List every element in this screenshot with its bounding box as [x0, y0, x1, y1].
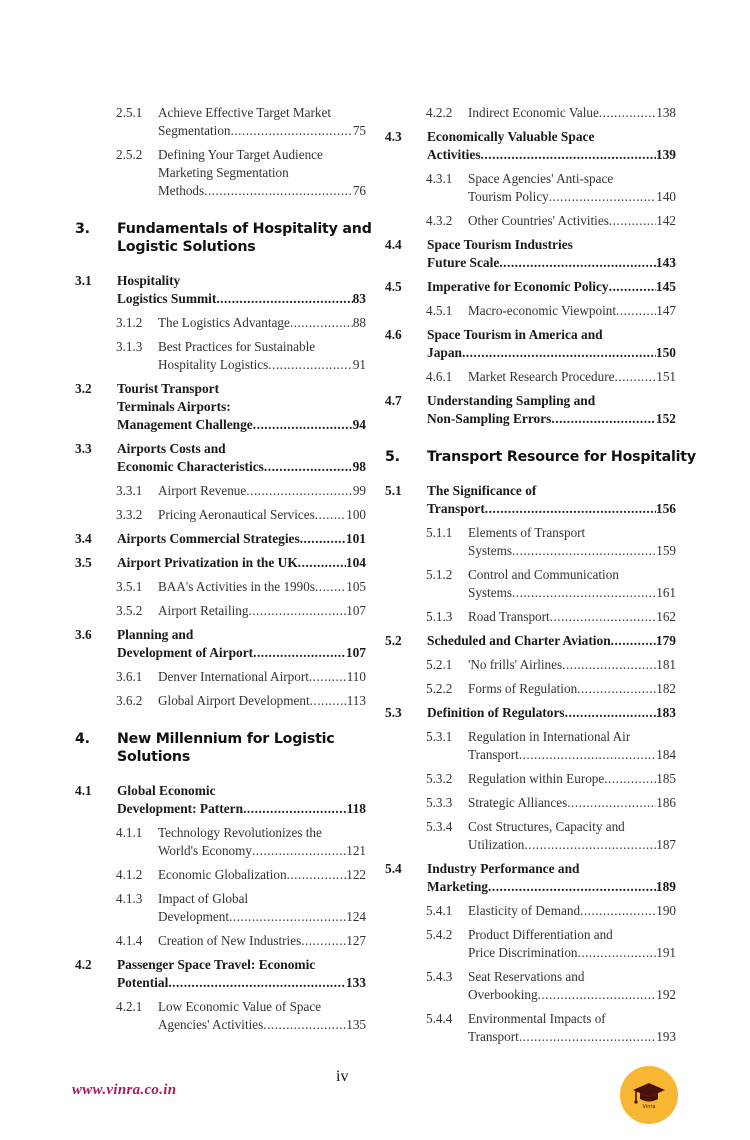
entry-title: Marketing Segmentation: [158, 165, 289, 180]
entry-title: Methods: [158, 183, 205, 198]
entry-number: 4.1: [75, 783, 92, 798]
toc-entry-5-4[interactable]: [385, 860, 676, 896]
toc-entry-2-5-1[interactable]: [75, 104, 366, 140]
dot-leader: [609, 278, 656, 296]
dot-leader: [298, 554, 346, 572]
page-ref: 135: [346, 1017, 366, 1032]
dot-leader: [290, 314, 353, 332]
page-ref: 145: [655, 279, 676, 294]
page-ref: 140: [656, 189, 676, 204]
entry-title: Economic Characteristics: [117, 459, 264, 474]
entry-number: 5.1: [385, 483, 402, 498]
entry-number: 5.3: [385, 705, 402, 720]
page-ref: 187: [656, 837, 676, 852]
entry-title: Market Research Procedure: [468, 369, 615, 384]
page-ref: 192: [656, 987, 676, 1002]
toc-entry-5-3-4[interactable]: [385, 818, 676, 854]
entry-title: Airports Costs and: [117, 441, 226, 456]
chapter-title: Logistic Solutions: [117, 239, 256, 255]
entry-number: 5.4.2: [426, 927, 453, 942]
page-ref: 159: [656, 543, 676, 558]
toc-entry-4-1-3[interactable]: [75, 890, 366, 926]
page-ref: 107: [345, 645, 366, 660]
dot-leader: [614, 368, 656, 386]
page-ref: 75: [352, 123, 366, 138]
entry-title: Creation of New Industries: [158, 933, 302, 948]
entry-number: 5.1.2: [426, 567, 453, 582]
entry-number: 5.4.3: [426, 969, 453, 984]
entry-title: Road Transport: [468, 609, 550, 624]
entry-title: Marketing: [427, 879, 488, 894]
entry-number: 4.1.4: [116, 933, 143, 948]
page-ref: 185: [656, 771, 676, 786]
page-ref: 118: [346, 801, 366, 816]
dot-leader: [264, 458, 353, 476]
page-ref: 183: [655, 705, 676, 720]
chapter-title: New Millennium for Logistic: [117, 731, 335, 747]
page-ref: 124: [346, 909, 366, 924]
entry-title: Potential: [117, 975, 169, 990]
entry-title: Space Agencies' Anti-space: [468, 171, 614, 186]
page-ref: 147: [656, 303, 676, 318]
entry-title: The Significance of: [427, 483, 537, 498]
entry-number: 3.1: [75, 273, 92, 288]
entry-title: Development: Pattern: [117, 801, 244, 816]
chapter-number: 5.: [385, 449, 400, 465]
entry-title: Seat Reservations and: [468, 969, 585, 984]
page-ref: 139: [655, 147, 676, 162]
page-ref: 179: [655, 633, 676, 648]
entry-title: Airport Privatization in the UK: [117, 555, 298, 570]
page-ref: 189: [655, 879, 676, 894]
entry-number: 5.3.2: [426, 771, 453, 786]
entry-title: Elasticity of Demand: [468, 903, 581, 918]
dot-leader: [315, 578, 346, 596]
entry-title: Regulation in International Air: [468, 729, 631, 744]
dot-leader: [609, 212, 656, 230]
chapter-number: 4.: [75, 731, 90, 747]
entry-title: Macro-economic Viewpoint: [468, 303, 617, 318]
toc-entry-5-4-4[interactable]: [385, 1010, 676, 1046]
page-ref: 133: [345, 975, 366, 990]
dot-leader: [253, 644, 346, 662]
dot-leader: [604, 770, 656, 788]
entry-number: 3.3.1: [116, 483, 143, 498]
dot-leader: [248, 602, 346, 620]
entry-number: 5.2: [385, 633, 402, 648]
toc-left-column: [75, 104, 372, 1034]
toc-entry-5-4-3[interactable]: [385, 968, 676, 1004]
entry-number: 3.6.2: [116, 693, 143, 708]
entry-title: Japan: [427, 345, 462, 360]
page-ref: 99: [352, 483, 366, 498]
toc-entry-4-2-2[interactable]: [385, 104, 676, 122]
toc-entry-4-4[interactable]: [385, 236, 676, 272]
dot-leader: [549, 188, 656, 206]
entry-number: 4.5: [385, 279, 402, 294]
entry-title: Agencies' Activities: [158, 1017, 264, 1032]
toc-entry-4-1-1[interactable]: [75, 824, 366, 860]
toc-entry-4-3-1[interactable]: [385, 170, 676, 206]
page-ref: 152: [655, 411, 676, 426]
website-link[interactable]: www.vinra.co.in: [72, 1082, 177, 1098]
dot-leader: [499, 254, 656, 272]
dot-leader: [243, 800, 347, 818]
entry-title: Airport Revenue: [158, 483, 247, 498]
toc-entry-3-6-1[interactable]: [75, 668, 366, 686]
toc-entry-4-5-1[interactable]: [385, 302, 676, 320]
toc-entry-3-3-1[interactable]: [75, 482, 366, 500]
toc-entry-5-2-1[interactable]: [385, 656, 676, 674]
page-ref: 190: [656, 903, 676, 918]
chapter-title: Solutions: [117, 749, 191, 765]
dot-leader: [580, 902, 656, 920]
page-ref: 193: [656, 1029, 676, 1044]
page-ref: 104: [345, 555, 366, 570]
toc-entry-4-6[interactable]: [385, 326, 676, 362]
toc-entry-4-2[interactable]: [75, 956, 366, 992]
page-ref: 105: [346, 579, 366, 594]
page-ref: 113: [346, 693, 366, 708]
dot-leader: [481, 146, 656, 164]
entry-title: Airport Retailing: [158, 603, 249, 618]
entry-title: Environmental Impacts of: [468, 1011, 606, 1026]
entry-title: World's Economy: [158, 843, 252, 858]
entry-title: Other Countries' Activities: [468, 213, 609, 228]
entry-title: Global Economic: [117, 783, 216, 798]
entry-title: Industry Performance and: [427, 861, 580, 876]
entry-number: 5.3.3: [426, 795, 453, 810]
dot-leader: [268, 356, 353, 374]
dot-leader: [216, 290, 352, 308]
entry-number: 5.4: [385, 861, 402, 876]
entry-number: 3.6: [75, 627, 92, 642]
dot-leader: [462, 344, 656, 362]
entry-title: Logistics Summit: [117, 291, 217, 306]
entry-title: Transport: [468, 747, 519, 762]
toc-entry-3-5-2[interactable]: [75, 602, 366, 620]
dot-leader: [488, 878, 656, 896]
publisher-logo: [620, 1066, 678, 1124]
dot-leader: [565, 704, 656, 722]
dot-leader: [512, 542, 656, 560]
dot-leader: [301, 932, 346, 950]
page-ref: 162: [656, 609, 676, 624]
entry-number: 2.5.1: [116, 105, 143, 120]
entry-title: Development: [158, 909, 230, 924]
entry-number: 5.3.1: [426, 729, 453, 744]
toc-entry-5-3[interactable]: [385, 704, 676, 722]
entry-number: 3.3: [75, 441, 92, 456]
entry-title: 'No frills' Airlines: [468, 657, 563, 672]
entry-title: Definition of Regulators: [427, 705, 565, 720]
entry-title: Understanding Sampling and: [427, 393, 596, 408]
dot-leader: [512, 584, 656, 602]
toc-entry-4-2-1[interactable]: [75, 998, 366, 1034]
entry-title: Best Practices for Sustainable: [158, 339, 316, 354]
entry-title: Activities: [427, 147, 481, 162]
entry-title: Control and Communication: [468, 567, 619, 582]
page-ref: 182: [656, 681, 676, 696]
page-ref: 156: [655, 501, 676, 516]
dot-leader: [485, 500, 656, 518]
entry-title: Denver International Airport: [158, 669, 309, 684]
entry-title: Transport: [427, 501, 485, 516]
toc-entry-5-3-2[interactable]: [385, 770, 676, 788]
chapter-number: 3.: [75, 221, 90, 237]
chapter-title: Transport Resource for Hospitality: [427, 449, 696, 465]
page-ref: 184: [656, 747, 676, 762]
toc-entry-3-1[interactable]: [75, 272, 366, 308]
entry-title: Future Scale: [427, 255, 500, 270]
entry-number: 5.4.4: [426, 1011, 453, 1026]
page-ref: 161: [656, 585, 676, 600]
entry-number: 5.1.1: [426, 525, 453, 540]
dot-leader: [577, 680, 656, 698]
entry-number: 4.6: [385, 327, 402, 342]
toc-entry-5-2-2[interactable]: [385, 680, 676, 698]
entry-title: Tourism Policy: [468, 189, 549, 204]
page-ref: 110: [346, 669, 366, 684]
page-ref: 127: [346, 933, 366, 948]
entry-number: 4.7: [385, 393, 402, 408]
entry-number: 4.4: [385, 237, 402, 252]
entry-title: Space Tourism in America and: [427, 327, 603, 342]
dot-leader: [168, 974, 346, 992]
dot-leader: [616, 302, 656, 320]
toc-entry-4-1[interactable]: [75, 782, 366, 818]
entry-title: Systems: [468, 543, 512, 558]
dot-leader: [300, 530, 346, 548]
entry-number: 5.3.4: [426, 819, 453, 834]
entry-number: 3.4: [75, 531, 92, 546]
page-ref: 151: [656, 369, 676, 384]
dot-leader: [253, 416, 353, 434]
toc-entry-3-6[interactable]: [75, 626, 366, 662]
page-ref: 121: [346, 843, 366, 858]
entry-number: 4.1.1: [116, 825, 143, 840]
toc-entry-5-1-2[interactable]: [385, 566, 676, 602]
entry-number: 3.5: [75, 555, 92, 570]
entry-number: 4.1.3: [116, 891, 143, 906]
toc-entry-4-3-2[interactable]: [385, 212, 676, 230]
entry-title: Global Airport Development: [158, 693, 310, 708]
entry-title: Hospitality: [117, 273, 181, 288]
toc-entry-3-5[interactable]: [75, 554, 366, 572]
entry-number: 4.3: [385, 129, 402, 144]
entry-number: 4.2: [75, 957, 92, 972]
entry-title: Low Economic Value of Space: [158, 999, 322, 1014]
dot-leader: [578, 944, 657, 962]
dot-leader: [231, 122, 353, 140]
dot-leader: [246, 482, 353, 500]
toc-entry-5-3-3[interactable]: [385, 794, 676, 812]
entry-number: 3.6.1: [116, 669, 143, 684]
toc-entry-5-3-1[interactable]: [385, 728, 676, 764]
dot-leader: [611, 632, 656, 650]
entry-title: Scheduled and Charter Aviation: [427, 633, 611, 648]
toc-chapter-5[interactable]: [385, 448, 696, 466]
toc-entry-4-1-2[interactable]: [75, 866, 366, 884]
entry-number: 5.2.2: [426, 681, 453, 696]
page-ref: 107: [346, 603, 366, 618]
entry-title: Tourist Transport: [117, 381, 220, 396]
entry-title: Achieve Effective Target Market: [158, 105, 332, 120]
entry-title: Hospitality Logistics: [158, 357, 269, 372]
page-ref: 122: [346, 867, 366, 882]
toc-entry-3-4[interactable]: [75, 530, 366, 548]
page-ref: 91: [352, 357, 366, 372]
toc-entry-3-6-2[interactable]: [75, 692, 366, 710]
page-ref: 181: [656, 657, 676, 672]
dot-leader: [310, 692, 347, 710]
toc-entry-5-2[interactable]: [385, 632, 676, 650]
entry-title: BAA's Activities in the 1990s: [158, 579, 315, 594]
entry-title: Airports Commercial Strategies: [117, 531, 300, 546]
entry-number: 5.1.3: [426, 609, 453, 624]
entry-title: Non-Sampling Errors: [427, 411, 552, 426]
toc-entry-3-1-3[interactable]: [75, 338, 366, 374]
page-ref: 76: [352, 183, 366, 198]
entry-number: 3.1.3: [116, 339, 143, 354]
entry-title: Passenger Space Travel: Economic: [117, 957, 316, 972]
page-ref: 143: [655, 255, 676, 270]
entry-number: 5.4.1: [426, 903, 453, 918]
toc-entry-5-1[interactable]: [385, 482, 676, 518]
entry-title: Impact of Global: [158, 891, 249, 906]
chapter-title: Fundamentals of Hospitality and: [117, 221, 372, 237]
entry-number: 3.1.2: [116, 315, 143, 330]
entry-title: Indirect Economic Value: [468, 105, 599, 120]
toc-entry-3-3[interactable]: [75, 440, 366, 476]
toc-entry-2-5-2[interactable]: [75, 146, 366, 200]
entry-title: Cost Structures, Capacity and: [468, 819, 625, 834]
toc-entry-5-4-1[interactable]: [385, 902, 676, 920]
entry-number: 2.5.2: [116, 147, 143, 162]
entry-number: 4.1.2: [116, 867, 143, 882]
entry-number: 4.3.2: [426, 213, 453, 228]
page-ref: 150: [655, 345, 676, 360]
page-ref: 101: [345, 531, 366, 546]
page-ref: 142: [656, 213, 676, 228]
page-ref: 100: [346, 507, 366, 522]
dot-leader: [551, 410, 656, 428]
entry-title: Forms of Regulation: [468, 681, 578, 696]
entry-number: 3.3.2: [116, 507, 143, 522]
toc-entry-4-7[interactable]: [385, 392, 676, 428]
toc-chapter-3[interactable]: [75, 220, 372, 256]
dot-leader: [252, 842, 346, 860]
entry-title: Product Differentiation and: [468, 927, 613, 942]
entry-title: Economically Valuable Space: [427, 129, 595, 144]
page-ref: 83: [352, 291, 366, 306]
entry-title: Technology Revolutionizes the: [158, 825, 322, 840]
toc-right-column: [385, 104, 696, 1046]
entry-title: Regulation within Europe: [468, 771, 605, 786]
dot-leader: [562, 656, 656, 674]
entry-title: Systems: [468, 585, 512, 600]
dot-leader: [229, 908, 346, 926]
page-ref: 88: [352, 315, 366, 330]
entry-title: Defining Your Target Audience: [158, 147, 323, 162]
entry-number: 3.5.1: [116, 579, 143, 594]
entry-title: Planning and: [117, 627, 194, 642]
page-ref: 186: [656, 795, 676, 810]
entry-number: 4.3.1: [426, 171, 453, 186]
entry-title: The Logistics Advantage: [158, 315, 290, 330]
dot-leader: [315, 506, 346, 524]
page-ref: 98: [352, 459, 366, 474]
entry-title: Economic Globalization: [158, 867, 287, 882]
toc-entry-3-1-2[interactable]: [75, 314, 366, 332]
dot-leader: [263, 1016, 346, 1034]
page-ref: 191: [656, 945, 676, 960]
dot-leader: [519, 1028, 656, 1046]
dot-leader: [287, 866, 347, 884]
entry-number: 4.2.2: [426, 105, 453, 120]
entry-number: 4.5.1: [426, 303, 453, 318]
entry-number: 4.2.1: [116, 999, 143, 1014]
toc-entry-3-5-1[interactable]: [75, 578, 366, 596]
entry-number: 5.2.1: [426, 657, 453, 672]
toc-entry-3-3-2[interactable]: [75, 506, 366, 524]
page-ref: 138: [656, 105, 676, 120]
entry-title: Elements of Transport: [468, 525, 586, 540]
entry-title: Segmentation: [158, 123, 231, 138]
dot-leader: [550, 608, 657, 626]
entry-title: Management Challenge: [117, 417, 253, 432]
entry-title: Transport: [468, 1029, 519, 1044]
toc-entry-5-4-2[interactable]: [385, 926, 676, 962]
page-ref: 94: [352, 417, 366, 432]
entry-title: Development of Airport: [117, 645, 254, 660]
toc-entry-4-1-4[interactable]: [75, 932, 366, 950]
toc-entry-4-3[interactable]: [385, 128, 676, 164]
dot-leader: [309, 668, 347, 686]
entry-title: Imperative for Economic Policy: [427, 279, 609, 294]
toc-entry-3-2[interactable]: [75, 380, 366, 434]
entry-title: Pricing Aeronautical Services: [158, 507, 315, 522]
dot-leader: [204, 182, 353, 200]
entry-title: Space Tourism Industries: [427, 237, 573, 252]
page-number: iv: [336, 1068, 349, 1085]
toc-entry-5-1-3[interactable]: [385, 608, 676, 626]
dot-leader: [538, 986, 657, 1004]
entry-number: 4.6.1: [426, 369, 453, 384]
entry-title: Overbooking: [468, 987, 538, 1002]
toc-entry-5-1-1[interactable]: [385, 524, 676, 560]
dot-leader: [519, 746, 656, 764]
toc-entry-4-5[interactable]: [385, 278, 676, 296]
entry-title: Terminals Airports:: [117, 399, 231, 414]
entry-number: 3.5.2: [116, 603, 143, 618]
toc-chapter-4[interactable]: [75, 730, 366, 766]
toc-entry-4-6-1[interactable]: [385, 368, 676, 386]
dot-leader: [599, 104, 656, 122]
dot-leader: [567, 794, 656, 812]
logo-label: Vinra: [642, 1103, 656, 1110]
entry-title: Strategic Alliances: [468, 795, 568, 810]
entry-number: 3.2: [75, 381, 92, 396]
entry-title: Price Discrimination: [468, 945, 578, 960]
entry-title: Utilization: [468, 837, 525, 852]
dot-leader: [524, 836, 656, 854]
